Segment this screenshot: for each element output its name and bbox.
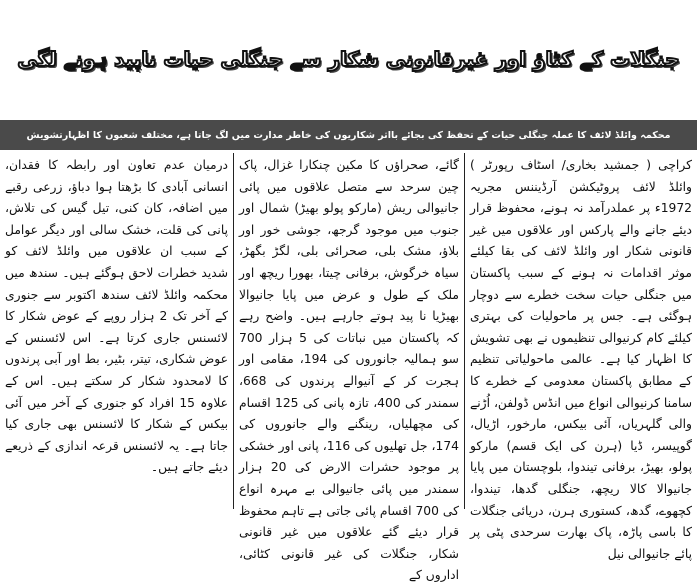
subheadline: محکمہ وائلڈ لائف کا عملہ جنگلی حیات کے تحفظ کی بجائے بااثر شکاریوں کی خاطر مدارت میں لگ جاتا ہے، مختلف شعبوں کا اظہارتشویش xyxy=(26,129,671,141)
article-text-3: درمیان عدم تعاون اور رابطہ کا فقدان، انسانی آبادی کا بڑھتا ہوا دباؤ، زرعی رقبے میں اضافہ، کان کنی، تیل گیس کی تلاش، پانی کی قلت، خشک سالی اور دیگر عوامل کے سبب ان علاقوں میں وائلڈ لائف کو شدید خطرات لاحق ہوگئے ہیں۔ سندھ میں محکمہ وائلڈ لائف سندھ اکتوبر سے جنوری کے آخر تک 2 ہزار روپے کے عوض شکار کا لائسنس جاری کرتا ہے۔ اس لائسنس کے عوض شکاری، تیتر، بٹیر، بط اور آبی پرندوں کا لامحدود شکار کر سکتے ہیں۔ اس کے علاوہ 15 افراد کو جنوری کے آخر میں آئی بیکس کے شکار کا لائسنس بھی جاری کیا جاتا ہے۔ یہ لائسنس قرعہ اندازی کے ذریعے دیئے جاتے ہیں۔ xyxy=(5,158,228,475)
article-text-2: گائے، صحراؤں کا مکین چنکارا غزال، پاک چین سرحد سے متصل علاقوں میں پائی جانیوالی ریش (مارکو پولو بھیڑ) شمال اور جنوب میں موجود گرجھ، جوشی خور اور بلاؤ، مشک بلی، صحرائی بلی، لگڑ بگھڑ، سیاہ خرگوش، برفانی چیتا، بھورا ریچھ اور ملک کے طول و عرض میں پایا جانیوالا بھیڑیا نا پید ہوتے جارہے ہیں۔ واضح رہے کہ پاکستان میں نباتات کی 5 ہزار 700 سو ہمالیہ جانوروں کی 194، مقامی اور ہجرت کر کے آنیوالے پرندوں کی 668، سمندر کی 400، تازہ پانی کی 125 اقسام کی مچھلیاں، رینگنے والے جانوروں کی 174، جل تھلیوں کی 116، پانی اور خشکی پر موجود حشرات الارض کی 20 ہزار سمندر میں پائی جانیوالی بے مہرہ انواع کی 700 اقسام پائی جاتی ہے تاہم محفوظ قرار دیئے گئے علاقوں میں غیر قانونی شکار، جنگلات کی غیر قانونی کٹائی، اداروں کے xyxy=(239,158,459,583)
headline: جنگلات کے کٹاؤ اور غیرقانونی شکار سے جنگلی حیات ناپید ہونے لگی xyxy=(17,47,680,71)
article-column-1 xyxy=(465,153,697,561)
headline-banner xyxy=(0,0,697,118)
article-columns xyxy=(0,153,697,583)
article-text-1: کراچی ( جمشید بخاری/ اسٹاف رپورٹر ) وائلڈ لائف پروٹیکشن آرڈیننس مجریہ 1972ء پر عملدرآمد نہ ہونے، محفوظ قرار دیئے جانے والے پارکس اور علاقوں میں غیر قانونی شکار اور وائلڈ لائف کی بقا کیلئے موثر اقدامات نہ ہونے کے سبب پاکستان میں جنگلی حیات سخت خطرے سے دوچار ہوگئی ہے۔ جس پر ماحولیات کی بہتری کیلئے کام کرنیوالی تنظیموں نے بھی تشویش کا اظہار کیا ہے۔ عالمی ماحولیاتی تنظیم کے مطابق پاکستان معدومی کے خطرے کا سامنا کرنیوالی انواع میں انڈس ڈولفن، اُڑنے والی گلہریاں، آئی بیکس، مارخور، اڑیال، گوپیسر، ڈیا (ہرن کی ایک قسم) مارکو پولو، بھیڑ، برفانی تیندوا، بلوچستان میں پایا جانیوالا کالا ریچھ، جنگلی گدھا، تیندوا، کچھوے، گدھ، کستوری ہرن، دریائی جنگلات کا باسی پاڑہ، پاک بھارت سرحدی پٹی پر پائے جانیوالی نیل xyxy=(470,158,692,561)
subheadline-bar xyxy=(0,120,697,150)
article-column-3 xyxy=(0,153,233,509)
article-column-2 xyxy=(233,153,465,583)
